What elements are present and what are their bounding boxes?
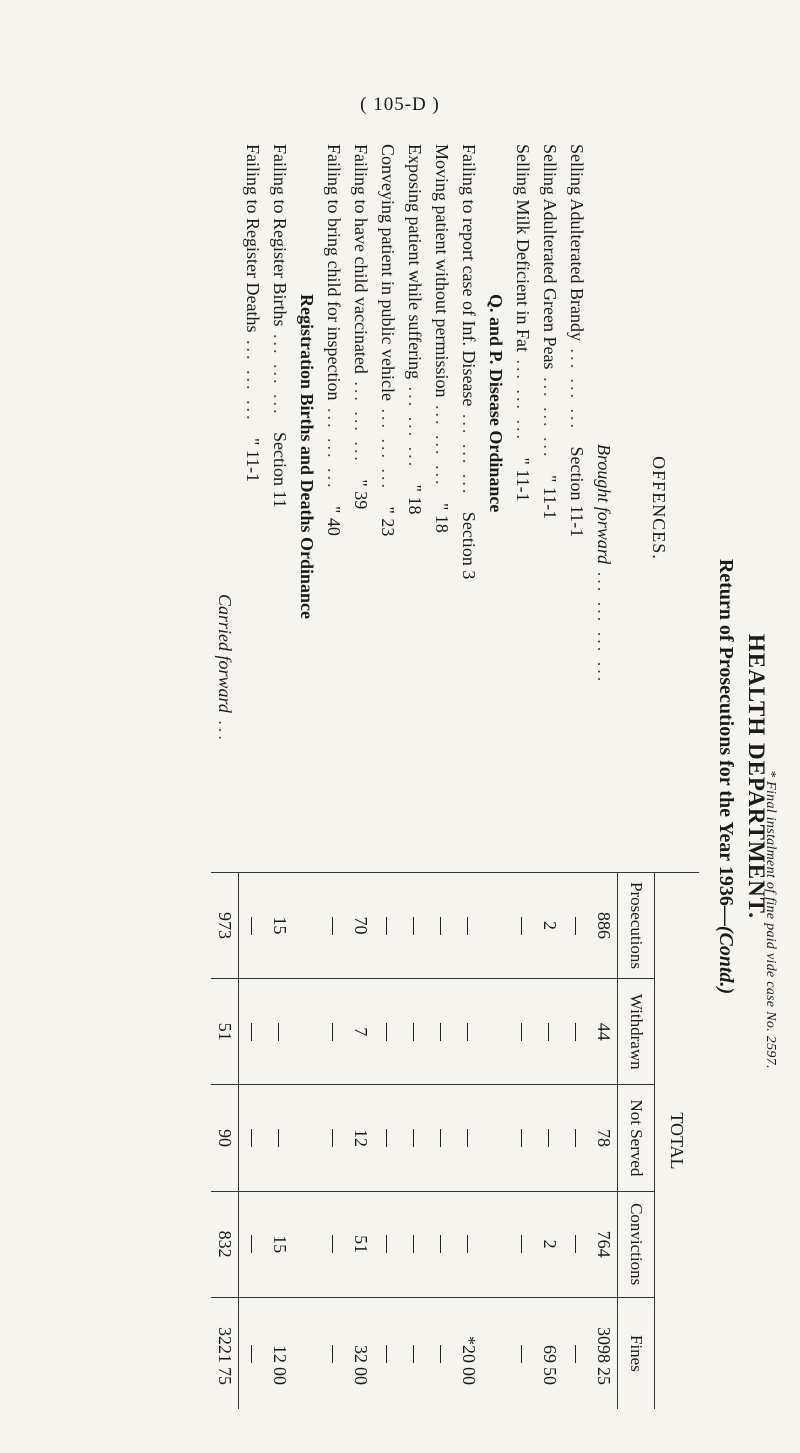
prosecutions-cell: [563, 872, 590, 978]
page-number: ( 105-D ): [360, 94, 440, 115]
table-row: [347, 144, 374, 1409]
fine-cents: 25: [594, 1367, 614, 1385]
fines-cell: [266, 1297, 293, 1409]
section-ref: [323, 506, 344, 621]
section-ref: [404, 485, 425, 600]
empty-dash: [251, 1129, 252, 1147]
convictions-cell: [455, 1191, 482, 1297]
empty-dash: [386, 917, 387, 935]
empty-dash: [467, 1023, 468, 1041]
not-served-header: Not Served: [618, 1085, 655, 1191]
prosecutions-cell-value: 2: [540, 921, 560, 930]
fines-cell: [563, 1297, 590, 1409]
empty-dash: [251, 1023, 252, 1041]
convictions-cell: [401, 1191, 428, 1297]
table-row: [266, 144, 293, 1409]
section-word: ": [540, 474, 560, 483]
withdrawn-cell: [455, 979, 482, 1085]
empty-dash: [440, 1023, 441, 1041]
blank-cell: [293, 872, 320, 978]
leader-dots: ... ... ...: [405, 379, 425, 477]
prosecutions-cell: [374, 872, 401, 978]
empty-dash: [251, 1345, 252, 1363]
not-served-cell: [374, 1085, 401, 1191]
fine-cents: 00: [270, 1367, 290, 1385]
empty-dash: [386, 1345, 387, 1363]
section-ref: [566, 446, 587, 561]
section-ref: [431, 503, 452, 618]
empty-dash: [332, 917, 333, 935]
not-served-cell: [509, 1085, 536, 1191]
prosecutions-table: [211, 144, 699, 1409]
withdrawn-cell: [347, 979, 374, 1085]
fine-cents: 50: [540, 1367, 560, 1385]
not-served-cell: [266, 1085, 293, 1191]
blank-cell: [482, 1297, 509, 1409]
not-served-cell: [536, 1085, 563, 1191]
empty-dash: [413, 1235, 414, 1253]
prosecutions-cell: [428, 872, 455, 978]
empty-dash: [386, 1023, 387, 1041]
prosecutions-cell: [536, 872, 563, 978]
convictions-cell: [590, 1191, 618, 1297]
offence-label: Selling Adulterated Brandy: [567, 144, 587, 341]
carried-forward-label: Carried forward: [215, 594, 236, 713]
table-title: [714, 144, 737, 1409]
fine-dollars: 3098: [594, 1327, 614, 1363]
offence-label: Q. and P. Disease Ordinance: [486, 294, 506, 513]
section-number: 18: [405, 496, 425, 515]
section-word: ": [513, 457, 533, 465]
not-served-cell: [590, 1085, 618, 1191]
empty-dash: [548, 1129, 549, 1147]
section-number: 3: [459, 570, 479, 580]
fines-header: Fines: [618, 1297, 655, 1409]
leader-dots: ... ... ...: [567, 340, 587, 439]
offence-cell: [347, 144, 374, 872]
section-number: 40: [324, 517, 344, 536]
section-number: 11-1: [242, 449, 263, 483]
convictions-cell: [239, 1191, 267, 1297]
empty-dash: [251, 917, 252, 935]
convictions-cell-value: 2: [540, 1239, 560, 1249]
empty-dash: [440, 917, 441, 935]
prosecutions-cell: [401, 872, 428, 978]
offence-cell: [428, 144, 455, 872]
offence-cell: [563, 144, 590, 872]
leader-dots: ... ... ...: [242, 332, 263, 430]
section-ref: [512, 457, 533, 572]
empty-dash: [332, 1345, 333, 1363]
leader-dots: ...: [594, 661, 615, 685]
empty-dash: [440, 1129, 441, 1147]
leader-dots: ... ... ...: [459, 406, 479, 504]
withdrawn-cell: [374, 979, 401, 1085]
fine-dollars: 3221: [215, 1327, 235, 1363]
section-number: 18: [432, 514, 452, 533]
leader-dots: ... ... ...: [594, 564, 615, 662]
prosecutions-cell: [509, 872, 536, 978]
fines-cell: [509, 1297, 536, 1409]
blank-cell: [482, 872, 509, 978]
table-row: [239, 144, 267, 1409]
offence-cell: [401, 144, 428, 872]
empty-dash: [386, 1235, 387, 1253]
convictions-cell: [509, 1191, 536, 1297]
empty-dash: [575, 917, 576, 935]
empty-dash: [386, 1129, 387, 1147]
withdrawn-cell: [536, 979, 563, 1085]
offence-cell: [211, 144, 239, 872]
empty-dash: [575, 1129, 576, 1147]
fine-cents: 75: [215, 1367, 235, 1385]
department-heading: HEALTH DEPARTMENT.: [744, 633, 769, 920]
not-served-cell: [239, 1085, 267, 1191]
fine-dollars: 32: [351, 1345, 371, 1363]
section-word: ": [324, 505, 344, 514]
convictions-cell-value: 15: [270, 1235, 290, 1254]
prosecutions-cell: [239, 872, 267, 978]
prosecutions-total: [211, 872, 239, 978]
section-word: ": [432, 503, 452, 511]
offence-label: Failing to Register Deaths: [242, 144, 263, 333]
empty-dash: [332, 1129, 333, 1147]
not-served-cell: [428, 1085, 455, 1191]
prosecutions-cell: [347, 872, 374, 978]
withdrawn-cell-value: 7: [351, 1027, 371, 1037]
empty-dash: [575, 1345, 576, 1363]
not-served-cell: [347, 1085, 374, 1191]
empty-dash: [467, 1235, 468, 1253]
leader-dots: ... ... ...: [324, 400, 344, 498]
section-number: 11-1: [540, 486, 560, 520]
section-word: ": [351, 479, 371, 487]
fines-cell: [347, 1297, 374, 1409]
section-ref: [350, 479, 371, 594]
prosecutions-header: Prosecutions: [618, 872, 655, 978]
withdrawn-cell-value: 44: [594, 1022, 614, 1041]
not-served-total: [211, 1085, 239, 1191]
convictions-total: [211, 1191, 239, 1297]
section-word: ": [378, 506, 398, 514]
empty-dash: [251, 1235, 252, 1253]
offence-label: Exposing patient while suffering: [405, 144, 425, 380]
offence-label: Selling Milk Deficient in Fat: [513, 144, 533, 352]
empty-dash: [548, 1023, 549, 1041]
offence-label: Failing to Register Births: [270, 144, 290, 327]
leader-dots: ... ... ...: [378, 400, 398, 499]
section-number: 39: [351, 491, 371, 510]
offence-label: Moving patient without permission: [432, 144, 452, 398]
not-served-cell: [401, 1085, 428, 1191]
blank-cell: [482, 1191, 509, 1297]
fines-cell: [455, 1297, 482, 1409]
offences-header: OFFENCES.: [648, 456, 669, 560]
table-row: [293, 144, 320, 1409]
empty-dash: [521, 917, 522, 935]
section-word: Section: [459, 511, 479, 566]
table-row: [509, 144, 536, 1409]
not-served-cell: [455, 1085, 482, 1191]
section-word: Section: [270, 432, 290, 486]
section-number: 11-1: [513, 469, 533, 502]
section-word: Section: [567, 446, 587, 501]
offence-label: Selling Adulterated Green Peas: [540, 144, 560, 370]
fines-cell: [536, 1297, 563, 1409]
convictions-total-value: 832: [215, 1230, 235, 1258]
fine-cents: 00: [459, 1367, 479, 1385]
offence-label: Failing to report case of Inf. Disease: [459, 144, 479, 407]
offence-cell: [374, 144, 401, 872]
offence-cell: [482, 144, 509, 872]
withdrawn-cell: [401, 979, 428, 1085]
withdrawn-cell: [428, 979, 455, 1085]
withdrawn-cell: [239, 979, 267, 1085]
offence-label: Failing to bring child for inspection: [324, 144, 344, 401]
not-served-cell: [563, 1085, 590, 1191]
table-row: [455, 144, 482, 1409]
section-ref: [539, 475, 560, 590]
title-contd: (Contd.): [715, 925, 737, 995]
blank-cell: [482, 979, 509, 1085]
convictions-cell: [563, 1191, 590, 1297]
offence-label: Failing to have child vaccinated: [351, 144, 371, 374]
offence-cell: [509, 144, 536, 872]
leader-dots: ...: [215, 712, 236, 743]
table-row: [482, 144, 509, 1409]
withdrawn-cell: [563, 979, 590, 1085]
table-row: [428, 144, 455, 1409]
leader-dots: ... ... ...: [540, 369, 560, 467]
fines-cell: [239, 1297, 267, 1409]
table-row: [374, 144, 401, 1409]
empty-dash: [575, 1023, 576, 1041]
section-ref: [377, 506, 398, 621]
fines-cell: [590, 1297, 618, 1409]
empty-dash: [521, 1023, 522, 1041]
convictions-cell: [428, 1191, 455, 1297]
withdrawn-total-value: 51: [215, 1022, 235, 1041]
offence-cell: [320, 144, 347, 872]
section-word: ": [242, 437, 263, 446]
prosecutions-cell: [455, 872, 482, 978]
offence-cell: [455, 144, 482, 872]
fines-cell: [428, 1297, 455, 1409]
leader-dots: ... ... ...: [513, 351, 533, 450]
blank-cell: [482, 1085, 509, 1191]
empty-dash: [332, 1235, 333, 1253]
convictions-cell-value: 764: [594, 1230, 614, 1258]
withdrawn-cell: [266, 979, 293, 1085]
section-word: ": [405, 484, 425, 492]
empty-dash: [521, 1235, 522, 1253]
convictions-cell: [347, 1191, 374, 1297]
prosecutions-cell-value: 70: [351, 916, 371, 935]
fines-cell: [320, 1297, 347, 1409]
empty-dash: [440, 1235, 441, 1253]
carried-forward-row: [211, 144, 239, 1409]
fine-dollars: 12: [270, 1345, 290, 1363]
fines-cell: [211, 1297, 239, 1409]
leader-dots: ... ... ...: [351, 373, 371, 472]
fine-dollars: 69: [540, 1345, 560, 1363]
prosecutions-cell: [590, 872, 618, 978]
leader-dots: ... ... ...: [432, 397, 452, 495]
prosecutions-cell-value: 886: [594, 912, 614, 939]
empty-dash: [467, 1129, 468, 1147]
withdrawn-cell: [320, 979, 347, 1085]
prosecutions-cell: [266, 872, 293, 978]
withdrawn-total: [211, 979, 239, 1085]
offence-label: Brought forward: [594, 444, 615, 565]
offence-label: Registration Births and Deaths Ordinance: [297, 294, 317, 620]
footnote: * Final instalment of fine paid vide case No. 2597.: [763, 770, 778, 1069]
empty-dash: [278, 1129, 279, 1147]
not-served-total-value: 90: [215, 1128, 235, 1147]
table-row: [536, 144, 563, 1409]
section-number: 11: [270, 490, 290, 508]
empty-dash: [413, 1345, 414, 1363]
rotated-table-page: [107, 144, 787, 1409]
table-row: [320, 144, 347, 1409]
blank-cell: [293, 1085, 320, 1191]
offence-label: Conveying patient in public vehicle: [378, 144, 398, 401]
convictions-cell: [266, 1191, 293, 1297]
fine-dollars: *20: [459, 1336, 479, 1363]
section-ref: [242, 438, 263, 553]
prosecutions-total-value: 973: [215, 912, 235, 939]
offence-cell: [590, 144, 618, 872]
title-main: Return of Prosecutions for the Year 1936—: [715, 558, 737, 926]
empty-dash: [467, 917, 468, 935]
offence-cell: [266, 144, 293, 872]
offence-cell: [536, 144, 563, 872]
not-served-cell: [320, 1085, 347, 1191]
convictions-cell: [374, 1191, 401, 1297]
section-number: 23: [378, 518, 398, 537]
fine-cents: 00: [351, 1367, 371, 1385]
table-row: [590, 144, 618, 1409]
leader-dots: ... ... ...: [270, 326, 290, 424]
section-ref: [269, 432, 290, 547]
offence-cell: [239, 144, 267, 872]
withdrawn-header: Withdrawn: [618, 979, 655, 1085]
convictions-cell: [536, 1191, 563, 1297]
empty-dash: [521, 1345, 522, 1363]
convictions-cell: [320, 1191, 347, 1297]
empty-dash: [332, 1023, 333, 1041]
section-number: 11-1: [567, 504, 587, 538]
offence-cell: [293, 144, 320, 872]
empty-dash: [413, 1129, 414, 1147]
empty-dash: [413, 917, 414, 935]
section-ref: [458, 512, 479, 627]
empty-dash: [521, 1129, 522, 1147]
empty-dash: [278, 1023, 279, 1041]
convictions-header: Convictions: [618, 1191, 655, 1297]
not-served-cell-value: 12: [351, 1128, 371, 1147]
total-header: TOTAL: [655, 872, 700, 1409]
not-served-cell-value: 78: [594, 1128, 614, 1147]
fines-cell: [401, 1297, 428, 1409]
prosecutions-cell: [320, 872, 347, 978]
convictions-cell-value: 51: [351, 1235, 371, 1254]
blank-cell: [293, 1191, 320, 1297]
empty-dash: [440, 1345, 441, 1363]
blank-cell: [293, 979, 320, 1085]
withdrawn-cell: [509, 979, 536, 1085]
empty-dash: [413, 1023, 414, 1041]
empty-dash: [575, 1235, 576, 1253]
table-row: [563, 144, 590, 1409]
fines-cell: [374, 1297, 401, 1409]
withdrawn-cell: [590, 979, 618, 1085]
prosecutions-cell-value: 15: [270, 916, 290, 935]
table-row: [401, 144, 428, 1409]
blank-cell: [293, 1297, 320, 1409]
